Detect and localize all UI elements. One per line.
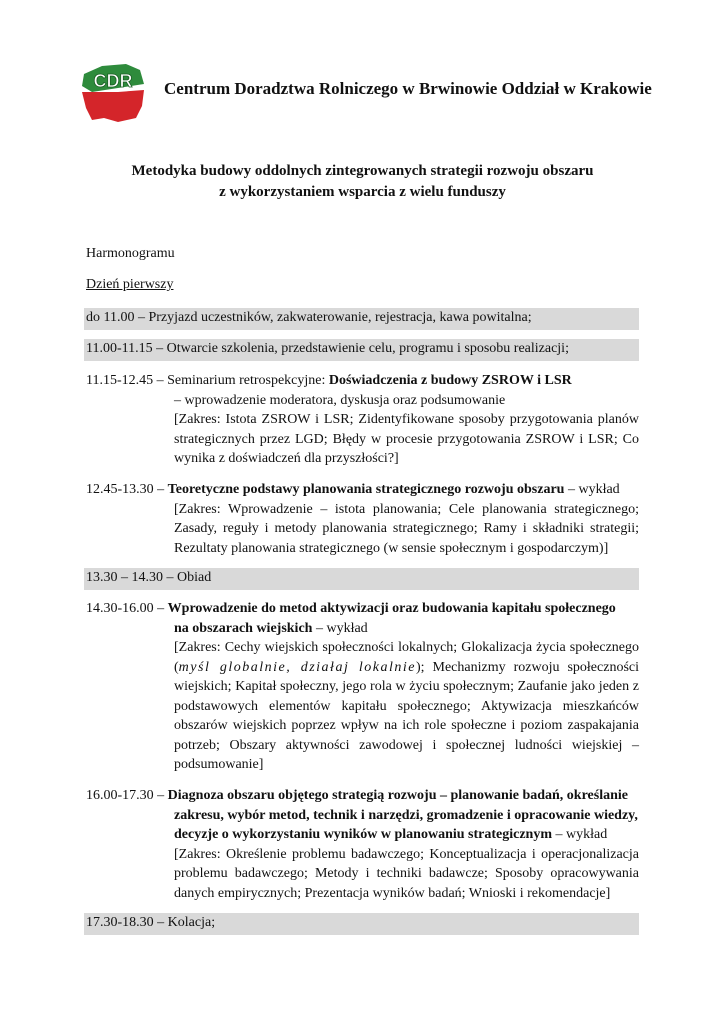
lecture-activation-heading-2 [86, 619, 639, 639]
document-title [86, 161, 639, 203]
lecture-diagnosis-heading-2 [86, 806, 639, 826]
logo-text: CDR [93, 71, 133, 91]
lecture-theory-heading [86, 480, 639, 500]
schedule-item-lecture-activation [84, 599, 639, 775]
lecture-theory-type: – wykład [564, 482, 620, 497]
schedule-item-lecture-theory [84, 480, 639, 558]
schedule-item-dinner: 17.30-18.30 – Kolacja; [84, 913, 639, 935]
lecture-diagnosis-topic-2: zakresu, wybór metod, technik i narzędzi, gromadzenie i opracowanie wiedzy, [174, 807, 638, 823]
seminar-heading [86, 371, 639, 391]
lecture-activation-time: 14.30-16.00 – [86, 601, 168, 616]
schedule-item-seminar [84, 371, 639, 469]
lecture-theory-topic: Teoretyczne podstawy planowania strategicznego rozwoju obszaru [167, 482, 565, 497]
lecture-activation-topic-1: Wprowadzenie do metod aktywizacji oraz budowania kapitału społecznego [167, 601, 616, 616]
lecture-diagnosis-scope: [Zakres: Określenie problemu badawczego; Konceptualizacja i operacjonalizacja problemu badawczego; Metody i techniki badawcze; Sposoby opracowywania danych empirycznych; Prezentacja wyników badań; Wnioski i rekomendacje] [174, 846, 639, 901]
title-line-2: z wykorzystaniem wsparcia z wielu funduszy [219, 184, 506, 200]
seminar-topic: Doświadczenia z budowy ZSROW i LSR [328, 373, 572, 388]
schedule-item-lunch: 13.30 – 14.30 – Obiad [84, 568, 639, 590]
lecture-diagnosis-topic-3: decyzje o wykorzystaniu wyników w planowaniu strategicznym [174, 827, 552, 842]
lecture-theory-scope: [Zakres: Wprowadzenie – istota planowania; Cele planowania strategicznego; Zasady, reguły i metody planowania strategicznego; Ramy i składniki strategii; Rezultaty planowania strategicznego (w sensie społecznym i gospodarczym)] [174, 501, 639, 556]
lecture-theory-time: 12.45-13.30 – [86, 482, 168, 497]
lecture-diagnosis-heading-3 [86, 825, 639, 845]
seminar-scope: [Zakres: Istota ZSROW i LSR; Zidentyfikowane sposoby przygotowania planów strategicznych przez LGD; Błędy w procesie przygotowania ZSROW i LSR; Co wynika z doświadczeń dla przyszłości?] [174, 412, 639, 466]
seminar-time: 11.15-12.45 – Seminarium retrospekcyjne: [86, 373, 329, 388]
cdr-logo [78, 62, 148, 124]
logo-map-red [82, 90, 144, 122]
lecture-activation-scope [86, 638, 639, 775]
lecture-diagnosis-type: – wykład [552, 827, 608, 842]
lecture-diagnosis-time: 16.00-17.30 – [86, 788, 168, 803]
schedule-item-opening: 11.00-11.15 – Otwarcie szkolenia, przedstawienie celu, programu i sposobu realizacji; [84, 339, 639, 361]
lecture-activation-scope-b: ); Mechanizmy rozwoju społeczności wiejskich; Kapitał społeczny, jego rola w życiu społecznym; Zaufanie jako jeden z podstawowych elementów kapitału społecznego; Aktywizacja mieszkańców obszarów wiejskich poprzez wpływ na ich role społeczne i poziom zaspakajania potrzeb; Obszary aktywności zawodowej i społecznej ludności wiejskiej – podsumowanie] [174, 659, 640, 772]
seminar-format: – wprowadzenie moderatora, dyskusja oraz podsumowanie [174, 392, 506, 408]
lecture-activation-topic-2: na obszarach wiejskich [174, 620, 313, 636]
organization-name: Centrum Doradztwa Rolniczego w Brwinowie Oddział w Krakowie [164, 79, 652, 98]
header [78, 62, 658, 126]
lecture-activation-scope-a: [Zakres: Cechy wiejskich społeczności lokalnych; Glokalizacja życia społecznego ( [174, 640, 639, 675]
schedule-heading: Harmonogramu [86, 246, 175, 261]
schedule-item-arrival: do 11.00 – Przyjazd uczestników, zakwaterowanie, rejestracja, kawa powitalna; [84, 308, 639, 330]
title-line-1: Metodyka budowy oddolnych zintegrowanych strategii rozwoju obszaru [131, 163, 594, 179]
lecture-diagnosis-topic-1: Diagnoza obszaru objętego strategią rozwoju – planowanie badań, określanie [167, 788, 628, 803]
lecture-activation-type: – wykład [312, 620, 368, 636]
lecture-activation-motto: myśl globalnie, działaj lokalnie [178, 659, 416, 675]
lecture-activation-heading-1 [86, 599, 639, 619]
schedule-item-lecture-diagnosis [84, 786, 639, 903]
lecture-diagnosis-heading-1 [86, 786, 639, 806]
day-label: Dzień pierwszy [86, 277, 174, 292]
